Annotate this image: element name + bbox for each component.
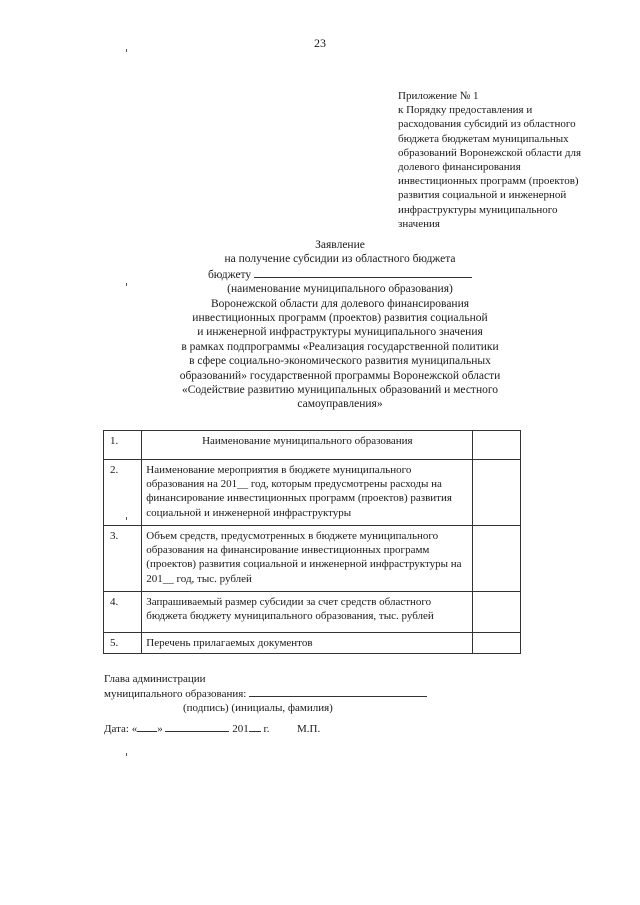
row-value-cell[interactable]: [473, 460, 521, 526]
table-row: [104, 526, 521, 592]
appendix-line: к Порядку предоставления и: [398, 104, 533, 117]
appendix-line: инвестиционных программ (проектов): [398, 175, 579, 188]
title-line: Воронежской области для долевого финансирования: [210, 297, 470, 310]
signature-block: [104, 672, 524, 715]
row-number: 5.: [104, 633, 142, 654]
title-line: образований» государственной программы Воронежской области: [179, 369, 501, 382]
date-year-field[interactable]: [249, 721, 261, 732]
budget-hint: (наименование муниципального образования): [227, 283, 453, 296]
row-number: 2.: [104, 460, 142, 526]
date-label: Дата: «: [104, 723, 138, 735]
table-row: [104, 460, 521, 526]
document-heading: Заявление: [315, 239, 365, 251]
signature-label: муниципального образования:: [104, 688, 247, 700]
scan-speck: [126, 517, 127, 520]
table-row: [104, 431, 521, 460]
application-form-table: [103, 430, 521, 654]
appendix-header: [398, 89, 613, 231]
row-value-cell[interactable]: [473, 592, 521, 633]
budget-label: бюджету: [207, 268, 252, 281]
date-month-field[interactable]: [165, 721, 229, 732]
row-number: 3.: [104, 526, 142, 592]
title-line: «Содействие развитию муниципальных образований и местного: [181, 384, 499, 397]
title-line: и инженерной инфраструктуры муниципального значения: [197, 326, 483, 339]
date-year-suffix: г.: [263, 723, 270, 735]
page-number: 23: [314, 36, 326, 50]
title-line: в сфере социально-экономического развития муниципальных: [189, 355, 491, 368]
application-title-block: [140, 238, 540, 412]
row-description: Запрашиваемый размер субсидии за счет средств областного бюджета бюджету муниципального образования, тыс. рублей: [142, 592, 473, 633]
appendix-line: бюджета бюджетам муниципальных: [398, 132, 569, 145]
appendix-line: расходования субсидий из областного: [398, 118, 576, 131]
scan-speck: [126, 49, 127, 52]
appendix-line: Приложение № 1: [398, 90, 479, 102]
title-line: в рамках подпрограммы «Реализация государственной политики: [181, 340, 499, 353]
budget-blank-field[interactable]: [254, 267, 472, 278]
row-description: Наименование мероприятия в бюджете муниципального образования на 201__ год, которым предусмотрены расходы на финансирование инвестиционных программ (проектов) развития социальной и инженерной инфраструктуры: [142, 460, 473, 526]
appendix-line: развития социальной и инженерной: [398, 189, 567, 202]
signature-blank-field[interactable]: [249, 686, 427, 697]
row-value-cell[interactable]: [473, 431, 521, 460]
budget-line: [140, 267, 540, 282]
row-value-cell[interactable]: [473, 526, 521, 592]
title-line: самоуправления»: [297, 398, 383, 411]
date-close-quote: »: [157, 723, 163, 735]
appendix-line: образований Воронежской области для: [398, 146, 582, 159]
appendix-line: значения: [398, 217, 440, 230]
row-description: Наименование муниципального образования: [142, 431, 473, 460]
title-line: на получение субсидии из областного бюджета: [224, 253, 456, 266]
signature-line: [104, 686, 524, 701]
appendix-line: инфраструктуры муниципального: [398, 203, 558, 216]
appendix-line: долевого финансирования: [398, 161, 521, 174]
row-value-cell[interactable]: [473, 633, 521, 654]
date-day-field[interactable]: [137, 721, 157, 732]
table-row: [104, 592, 521, 633]
row-description: Перечень прилагаемых документов: [142, 633, 473, 654]
row-description: Объем средств, предусмотренных в бюджете муниципального образования на финансирование инвестиционных программ (проектов) развития социальной и инженерной инфраструктуры на 201__ год, тыс. рублей: [142, 526, 473, 592]
stamp-label: М.П.: [297, 723, 321, 735]
date-year-prefix: 201: [232, 723, 249, 735]
table-row: [104, 633, 521, 654]
scan-speck: [126, 753, 127, 756]
scan-speck: [126, 283, 127, 286]
date-row: [104, 721, 320, 736]
row-number: 4.: [104, 592, 142, 633]
signature-hint: (подпись) (инициалы, фамилия): [183, 702, 333, 714]
row-number: 1.: [104, 431, 142, 460]
title-line: инвестиционных программ (проектов) развития социальной: [192, 312, 488, 325]
signature-title: Глава администрации: [104, 673, 206, 685]
